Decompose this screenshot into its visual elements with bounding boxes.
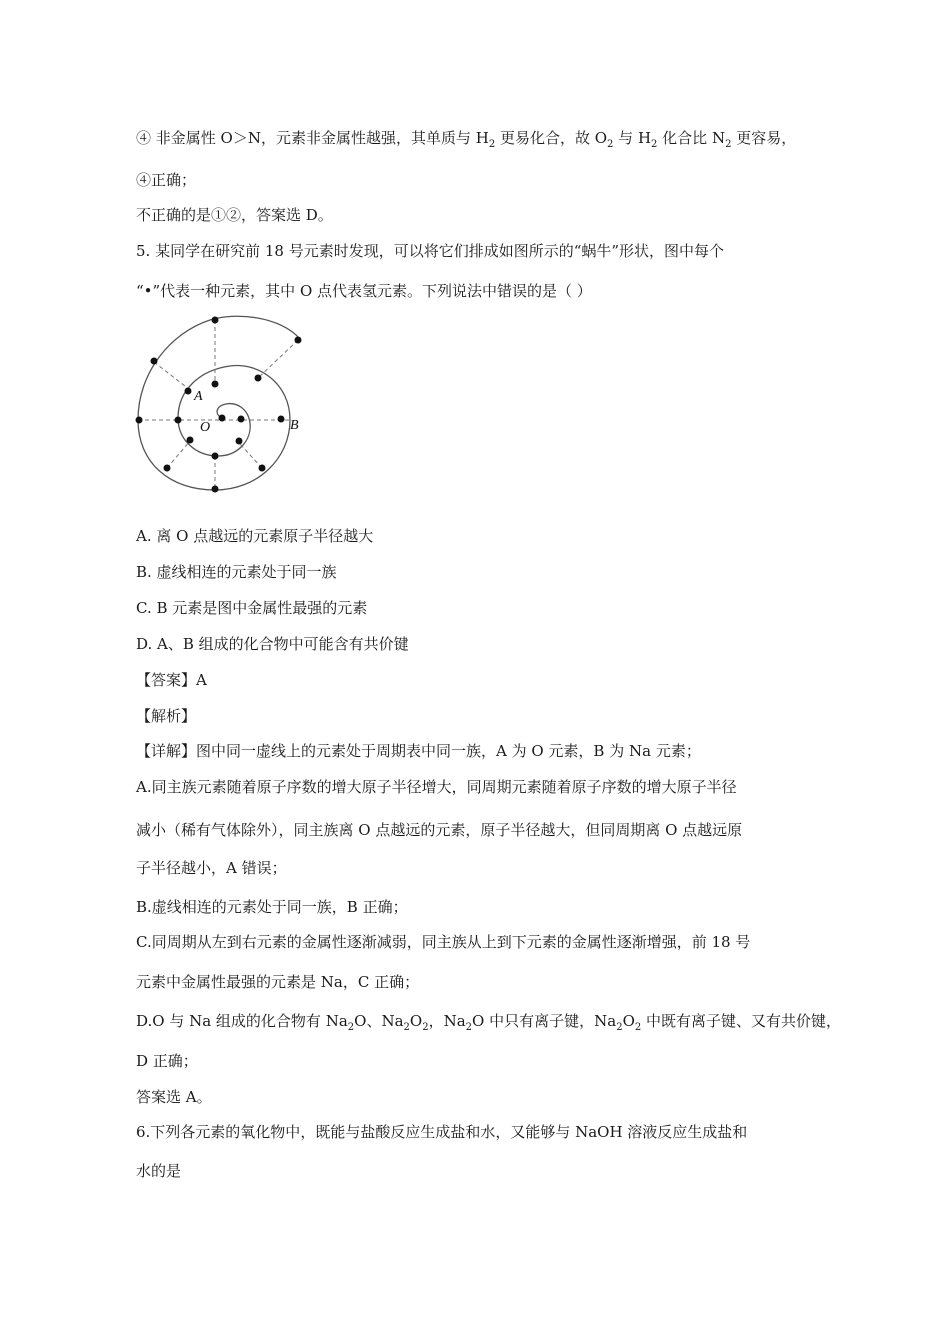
element-dot xyxy=(295,337,302,344)
text-run: 中既有离子键、又有共价键， xyxy=(641,1012,842,1030)
text-run: C.同周期从左到右元素的金属性逐渐减弱，同主族从上到下元素的金属性逐渐增强，前 18 号 xyxy=(136,933,751,951)
subscript: 2 xyxy=(403,1022,410,1033)
group-line-upper-right xyxy=(258,340,298,378)
text-line-2 xyxy=(136,169,196,190)
element-dot xyxy=(255,375,262,382)
text-run: 5. 某同学在研究前 18 号元素时发现，可以将它们排成如图所示的“蜗牛”形状，图中每个 xyxy=(136,242,725,260)
explanation-c-2 xyxy=(136,971,419,992)
text-run: A.同主族元素随着原子序数的增大原子半径增大，同周期元素随着原子序数的增大原子半径 xyxy=(136,778,737,796)
element-dot xyxy=(175,417,182,424)
text-run: D 正确； xyxy=(136,1052,198,1070)
text-run: O 中只有离子键，Na xyxy=(472,1012,617,1030)
text-run: 水的是 xyxy=(136,1162,182,1180)
element-dot xyxy=(238,416,245,423)
question-6-stem-1 xyxy=(136,1121,747,1142)
explanation-c-1 xyxy=(136,931,750,952)
analysis-heading xyxy=(136,705,196,726)
text-run: B.虚线相连的元素处于同一族，B 正确； xyxy=(136,898,408,916)
text-run: ④正确； xyxy=(136,171,197,189)
text-run: 答案选 A。 xyxy=(136,1088,212,1106)
subscript: 2 xyxy=(347,1022,355,1033)
subscript: 2 xyxy=(488,139,496,150)
text-run: 子半径越小，A 错误； xyxy=(136,859,287,877)
element-dot xyxy=(136,417,143,424)
subscript: 2 xyxy=(607,139,614,150)
text-run: “•”代表一种元素，其中 O 点代表氢元素。下列说法中错误的是（ ） xyxy=(136,282,592,300)
explanation-a-1 xyxy=(136,776,737,797)
text-run: 元素中金属性最强的元素是 Na，C 正确； xyxy=(136,973,420,991)
question-5-stem-1 xyxy=(136,240,724,261)
explanation-d-2 xyxy=(136,1050,198,1071)
element-dot xyxy=(151,358,158,365)
label-b: B xyxy=(290,418,299,433)
element-dot xyxy=(236,438,243,445)
subscript: 2 xyxy=(616,1022,623,1033)
element-dot xyxy=(212,317,219,324)
text-run: 更容易， xyxy=(731,129,797,147)
text-run: ，Na xyxy=(428,1012,466,1030)
text-line-3 xyxy=(136,204,333,225)
answer-choice-line xyxy=(136,1086,212,1107)
text-run: 减小（稀有气体除外），同主族离 O 点越远的元素，原子半径越大，但同周期离 O 点越远原 xyxy=(136,821,743,839)
element-dot-a xyxy=(185,388,192,395)
text-run: 化合比 N xyxy=(657,129,726,147)
text-run: 【答案】A xyxy=(136,671,207,689)
subscript: 2 xyxy=(725,139,732,150)
text-run: 不正确的是①②，答案选 D。 xyxy=(136,206,333,224)
subscript: 2 xyxy=(651,139,658,150)
text-line-1 xyxy=(136,127,796,150)
text-run: 与 H xyxy=(613,129,652,147)
text-run: 6.下列各元素的氧化物中，既能与盐酸反应生成盐和水，又能够与 NaOH 溶液反应生成盐和 xyxy=(136,1123,748,1141)
option-d xyxy=(136,633,409,654)
snail-diagram xyxy=(130,308,310,498)
group-line-upper-left xyxy=(154,362,190,390)
text-run: O xyxy=(409,1012,423,1030)
option-a xyxy=(136,525,373,546)
spiral-curve xyxy=(138,316,300,490)
text-run: B. 虚线相连的元素处于同一族 xyxy=(136,563,337,581)
element-dot xyxy=(212,486,219,493)
answer-line xyxy=(136,669,207,690)
group-line-lower-left xyxy=(167,441,190,468)
element-dot xyxy=(212,381,219,388)
element-dot xyxy=(187,437,194,444)
question-6-stem-2 xyxy=(136,1160,181,1181)
group-line-lower-right xyxy=(240,444,262,468)
option-b xyxy=(136,561,337,582)
text-run: 更易化合，故 O xyxy=(495,129,608,147)
option-c xyxy=(136,597,367,618)
label-a: A xyxy=(194,389,203,404)
subscript: 2 xyxy=(634,1022,642,1033)
element-dot xyxy=(164,465,171,472)
text-run: 【详解】图中同一虚线上的元素处于周期表中同一族，A 为 O 元素，B 为 Na 元素； xyxy=(136,742,701,760)
detail-line-1 xyxy=(136,740,701,761)
element-dot xyxy=(212,453,219,460)
explanation-b xyxy=(136,896,408,917)
element-dot xyxy=(259,465,266,472)
element-dot-o xyxy=(219,415,226,422)
text-run: A. 离 O 点越远的元素原子半径越大 xyxy=(136,527,374,545)
text-run: O xyxy=(622,1012,635,1030)
text-run: D. A、B 组成的化合物中可能含有共价键 xyxy=(136,635,409,653)
text-run: ④ 非金属性 O＞N，元素非金属性越强，其单质与 H xyxy=(136,129,489,147)
explanation-a-3 xyxy=(136,857,287,878)
text-run: D.O 与 Na 组成的化合物有 Na xyxy=(136,1012,348,1030)
subscript: 2 xyxy=(422,1022,429,1033)
explanation-a-2 xyxy=(136,819,742,840)
element-dot-b xyxy=(278,416,285,423)
label-o: O xyxy=(200,420,211,435)
text-run: 【解析】 xyxy=(136,707,197,725)
explanation-d-1 xyxy=(136,1010,841,1033)
subscript: 2 xyxy=(465,1022,473,1033)
question-5-stem-2 xyxy=(136,280,592,301)
text-run: O、Na xyxy=(354,1012,404,1030)
text-run: C. B 元素是图中金属性最强的元素 xyxy=(136,599,368,617)
